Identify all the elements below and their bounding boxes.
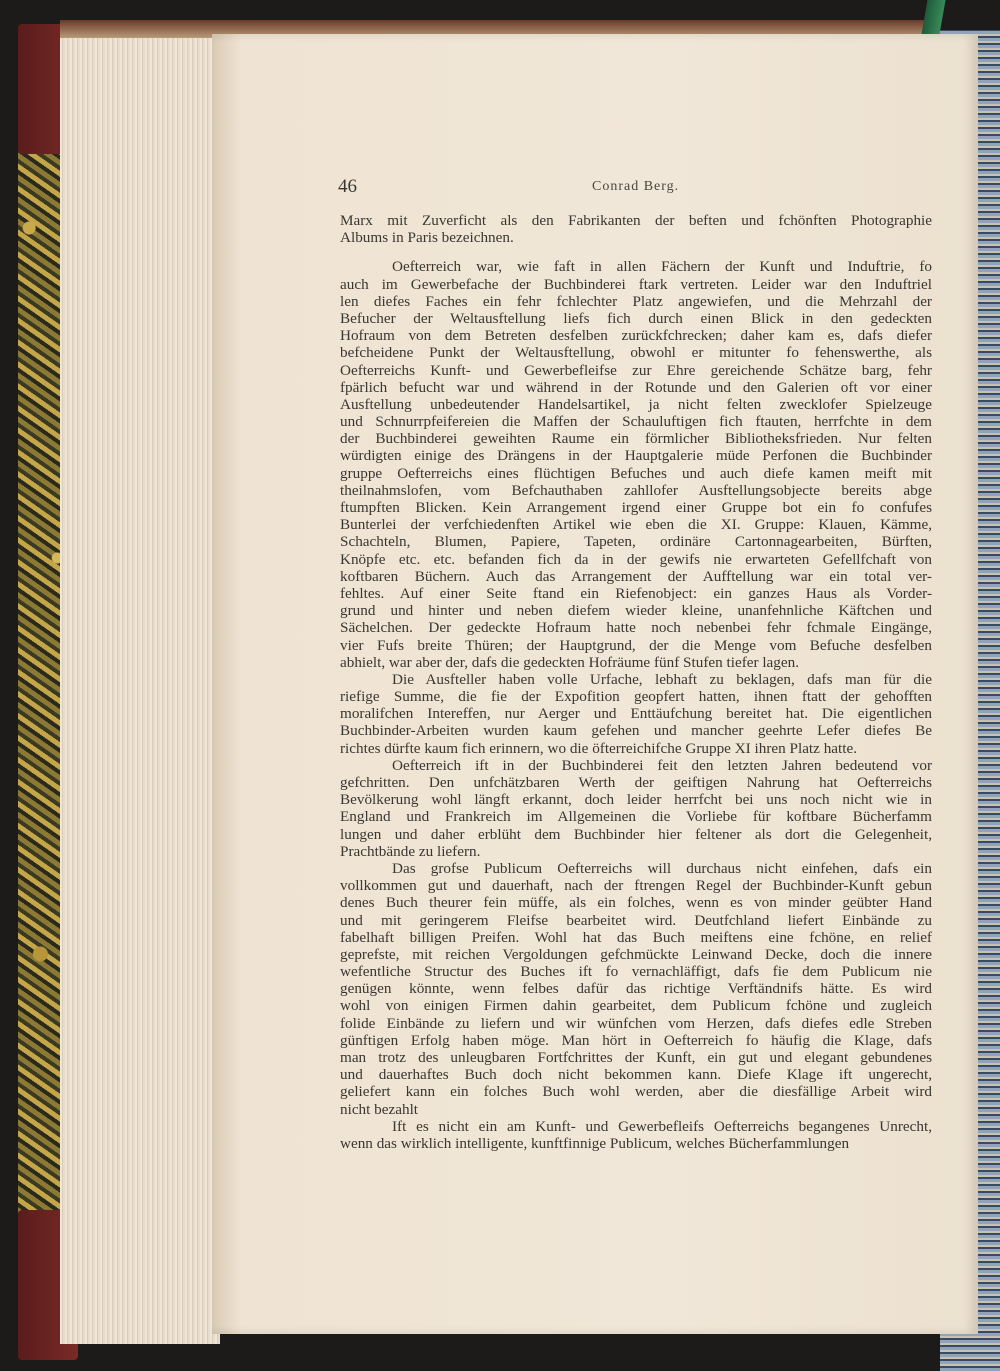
text-line: Ift es nicht ein am Kunft- und Gewerbefleifs Oefterreichs begangenes Unrecht,	[392, 1117, 932, 1135]
text-line: Oefterreichs Kunft- und Gewerbefleifse zur Ehre gereichende Schätze barg, fehr	[340, 361, 932, 379]
text-line: genügen könnte, wenn felbes dafür das richtige Verftändnifs hätte. Es wird	[340, 980, 932, 998]
text-line: wenn das wirklich intelligente, kunftfinnige Publicum, welches Bücherfammlungen	[340, 1134, 850, 1152]
text-line: auch im Gewerbefache der Buchbinderei ftark vertreten. Leider war den Induftriel	[340, 275, 932, 293]
text-line: len diefes Faches ein fehr fchlechter Platz angewiefen, und die Mehrzahl der	[340, 292, 932, 310]
paragraph	[340, 212, 932, 246]
text-line: koftbaren Büchern. Auch das Arrangement der Aufftellung war ein total ver-	[340, 567, 932, 585]
text-line: geliefert kann ein folches Buch wohl werden, aber die diesfällige Arbeit wird	[340, 1083, 932, 1101]
text-line: fehltes. Auf einer Seite ftand ein Riefenobject: ein ganzes Haus als Vorder-	[340, 584, 932, 602]
paragraph	[340, 1118, 932, 1152]
text-line: Befucher der Weltausftellung liefs fich durch einen Blick in den gedeckten	[340, 309, 932, 327]
body-text	[340, 212, 932, 1152]
text-line: folide Einbände zu liefern und wir wünfchen vom Herzen, dafs diefes edle Streben	[340, 1014, 932, 1032]
text-line: gruppe Oefterreichs eines flüchtigen Befuches und auch diefe kamen meift mit	[340, 464, 932, 482]
text-line: lungen und daher erblüht dem Buchbinder hier feltener als dort die Gelegenheit,	[340, 825, 932, 843]
text-line: wefentliche Structur des Buches ift fo vernachläffigt, dafs fie dem Publicum nie	[340, 963, 932, 981]
paragraph	[340, 258, 932, 671]
text-line: grund und hinter und neben diefem wieder kleine, unanfehnliche Käftchen und	[340, 602, 932, 620]
text-line: Schachteln, Blumen, Papiere, Tapeten, ordinäre Cartonnagearbeiten, Bürften,	[340, 533, 932, 551]
text-line: Das grofse Publicum Oefterreichs will durchaus nicht einfehen, dafs ein	[392, 859, 932, 877]
text-line: Prachtbände zu liefern.	[340, 842, 481, 860]
page-stack-edge	[60, 24, 220, 1344]
page-header	[338, 176, 930, 200]
text-line: riefige Summe, die fie der Expofition geopfert hatten, ihnen ftatt der gehofften	[340, 688, 932, 706]
text-line: Die Ausfteller haben volle Urfache, lebhaft zu beklagen, dafs man für die	[392, 670, 932, 688]
text-line: theilnahmslofen, vom Befchauthaben zahllofer Ausftellungsobjecte bereits abge	[340, 481, 932, 499]
text-line: Bevölkerung wohl längft erkannt, doch leider herrfcht bei uns noch nicht wie in	[340, 791, 932, 809]
text-line: ftumpften Blicken. Kein Arrangement irgend einer Gruppe bot ein fo confufes	[340, 499, 932, 516]
text-line: nicht bezahlt	[340, 1100, 419, 1118]
text-line: richtes dürfte kaum fich erinnern, wo die öfterreichifche Gruppe XI ihren Platz hatte.	[340, 739, 858, 757]
text-line: fpärlich befucht war und während in der Rotunde und den Galerien oft vor einer	[340, 378, 932, 396]
text-line: vollkommen gut und dauerhaft, nach der ftrengen Regel der Buchbinder-Kunft gebun	[340, 877, 932, 895]
text-line: würdigten einige des Drängens in der Hauptgalerie müde Perfonen die Buchbinder	[340, 447, 932, 465]
text-line: Oefterreich war, wie faft in allen Fächern der Kunft und Induftrie, fo	[392, 258, 932, 276]
text-line: abhielt, war aber der, dafs die gedeckten Hofräume fünf Stufen tiefer lagen.	[340, 653, 800, 671]
page-number: 46	[338, 176, 357, 197]
text-line: Sächelchen. Der gedeckte Hofraum hatte noch nebenbei fehr fchmale Eingänge,	[340, 619, 932, 637]
paragraph-gap	[340, 246, 932, 258]
text-line: fabelhaft billigen Preifen. Wohl hat das Buch meiftens eine fchöne, en relief	[340, 928, 932, 946]
text-line: moralifchen Intereffen, nur Aerger und Enttäufchung bereitet hat. Die eigentlichen	[340, 705, 932, 723]
text-line: denes Buch theurer fein müffe, als ein folches, wenn es von minder geübter Hand	[340, 894, 932, 912]
text-line: geprefste, mit reichen Vergoldungen gefchmückte Leinwand Decke, doch die innere	[340, 945, 932, 963]
text-line: man trotz des unleugbaren Fortfchrittes der Kunft, ein gut und elegant gebundenes	[340, 1049, 932, 1066]
text-line: Oefterreich ift in der Buchbinderei feit den letzten Jahren bedeutend vor	[392, 756, 932, 774]
text-line: Marx mit Zuverficht als den Fabrikanten der beften und fchönften Photographie	[340, 212, 932, 229]
text-line: gefchritten. Den unfchätzbaren Werth der geiftigen Nahrung hat Oefterreichs	[340, 774, 932, 791]
text-line: England und Frankreich im Allgemeinen die Vorliebe für koftbare Bücherfamm	[340, 808, 932, 826]
text-line: Albums in Paris bezeichnen.	[340, 229, 514, 247]
text-line: der Buchbinderei geweihten Raume ein förmlicher Bibliotheksfrieden. Nur felten	[340, 430, 932, 448]
paragraph	[340, 671, 932, 757]
text-line: vier Fufs breite Thüren; der Hauptgrund, der die Menge vom Befuche desfelben	[340, 636, 932, 654]
text-line: Bunterlei der verfchiedenften Artikel wie eben die XI. Gruppe: Klauen, Kämme,	[340, 516, 932, 534]
text-line: günftigen Erfolg haben möge. Man hört in Oefterreich fo häufig die Klage, dafs	[340, 1031, 932, 1049]
text-line: Ausftellung unbedeutender Handelsartikel, ja nicht felten zwecklofer Spielzeuge	[340, 395, 932, 413]
paragraph	[340, 757, 932, 860]
text-line: und mit geringerem Fleifse bearbeitet wird. Deutfchland liefert Einbände zu	[340, 911, 932, 929]
running-head: Conrad Berg.	[592, 179, 680, 194]
text-line: Knöpfe etc. etc. befanden fich da in der gewifs nie erwarteten Gefellfchaft von	[340, 550, 932, 568]
text-line: Hofraum von dem Betreten desfelben zurückfchrecken; daher kam es, dafs diefer	[340, 327, 932, 345]
text-line: Buchbinder-Arbeiten wurden kaum gefehen und mancher geehrte Lefer diefes Be	[340, 722, 932, 740]
paragraph	[340, 860, 932, 1118]
text-line: und Schnurrpfeifereien die Maffen der Schauluftigen fich ftauten, herrfchte in dem	[340, 413, 932, 431]
text-line: und dauerhaftes Buch doch nicht bekommen kann. Diefe Klage ift ungerecht,	[340, 1066, 932, 1084]
text-line: wohl von einigen Firmen dahin gearbeitet, dem Publicum fchöne und zugleich	[340, 997, 932, 1015]
text-line: befcheidene Punkt der Weltausftellung, obwohl er mitunter fo fehenswerthe, als	[340, 344, 932, 362]
